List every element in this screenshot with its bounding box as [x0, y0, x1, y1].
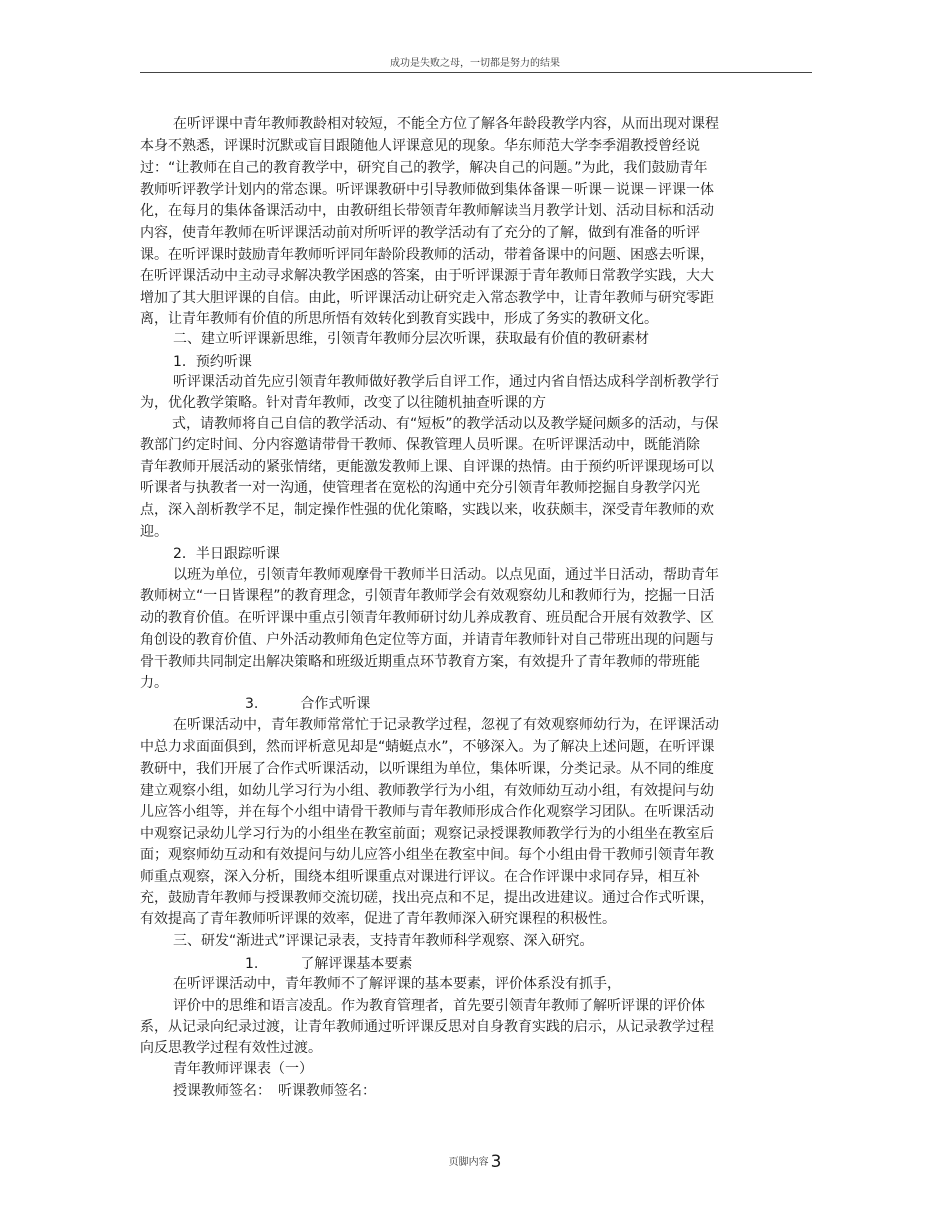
footer-label: 页脚内容: [448, 1157, 489, 1168]
body-line: 式，请教师将自己自信的教学活动、有“短板”的教学活动以及教学疑问颇多的活动，与保: [172, 416, 719, 432]
body-line: 动的教育价值。在听评课中重点引领青年教师研讨幼儿养成教育、班员配合开展有效教学、区: [140, 610, 714, 626]
subsection-heading: 3. 合作式听课: [245, 696, 371, 712]
body-line: 向反思教学过程有效性过渡。: [140, 1040, 322, 1056]
page-footer: [0, 1152, 950, 1172]
subsection-heading: 1．预约听课: [173, 354, 252, 370]
body-line: 离，让青年教师有价值的所思所悟有效转化到教育实践中，形成了务实的教研文化。: [140, 311, 658, 327]
subsection-heading: 1. 了解评课基本要素: [245, 956, 413, 972]
body-line: 面；观察师幼互动和有效提问与幼儿应答小组坐在教室中间。每个小组由骨干教师引领青年教: [140, 847, 714, 863]
body-line: 评价中的思维和语言凌乱。作为教育管理者，首先要引领青年教师了解听评课的评价体: [173, 998, 705, 1014]
body-line: 建立观察小组，如幼儿学习行为小组、教师教学行为小组，有效师幼互动小组，有效提问与幼: [140, 783, 714, 799]
section-heading: 三、研发“渐进式”评课记录表，支持青年教师科学观察、深入研究。: [173, 933, 594, 949]
body-line: 增加了其大胆评课的自信。由此，听评课活动让研究走入常态教学中，让青年教师与研究零距: [140, 290, 714, 306]
signature-line: 授课教师签名： 听课教师签名：: [173, 1083, 376, 1099]
body-line: 充，鼓励青年教师与授课教师交流切磋，找出亮点和不足，提出改进建议。通过合作式听课，: [140, 890, 714, 906]
body-line: 迎。: [140, 524, 168, 540]
body-line: 教师听评教学计划内的常态课。听评课教研中引导教师做到集体备课－听课－说课－评课一体: [140, 182, 714, 198]
body-line: 青年教师开展活动的紧张情绪，更能激发教师上课、自评课的热情。由于预约听评课现场可以: [140, 459, 714, 475]
page-header-text: 成功是失败之母，一切都是努力的结果: [390, 58, 560, 69]
body-line: 师重点观察，深入分析，围绕本组听课重点对课进行评议。在合作评课中求同存异，相互补: [140, 869, 700, 885]
body-line: 中总力求面面俱到，然而评析意见却是“蜻蜓点水”，不够深入。为了解决上述问题，在听评课: [140, 739, 715, 755]
body-line: 在听课活动中，青年教师常常忙于记录教学过程，忽视了有效观察师幼行为，在评课活动: [173, 717, 719, 733]
subsection-heading: 2．半日跟踪听课: [173, 546, 280, 562]
body-line: 角创设的教育价值、户外活动教师角色定位等方面，并请青年教师针对自己带班出现的问题与: [140, 632, 714, 648]
body-line: 中观察记录幼儿学习行为的小组坐在教室前面；观察记录授课教师教学行为的小组坐在教室后: [140, 826, 714, 842]
body-line: 教部门约定时间、分内容邀请带骨干教师、保教管理人员听课。在听评课活动中，既能消除: [140, 437, 700, 453]
body-line: 教师树立“一日皆课程”的教育理念，引领青年教师学会有效观察幼儿和教师行为，挖掘一日活: [140, 588, 715, 604]
body-line: 听评课活动首先应引领青年教师做好教学后自评工作，通过内省自悟达成科学剖析教学行: [173, 374, 719, 390]
section-heading: 二、建立听评课新思维，引领青年教师分层次听课，获取最有价值的教研素材: [173, 331, 649, 347]
body-line: 骨干教师共同制定出解决策略和班级近期重点环节教育方案，有效提升了青年教师的带班能: [140, 654, 700, 670]
body-line: 过：“让教师在自己的教育教学中，研究自己的教学，解决自己的问题。”为此，我们鼓励青年: [140, 160, 708, 176]
header-divider: [140, 72, 812, 73]
table-caption: 青年教师评课表（一）: [173, 1061, 313, 1077]
page-number: 3: [490, 1152, 502, 1172]
body-line: 系，从记录向纪录过渡，让青年教师通过听评课反思对自身教育实践的启示，从记录教学过程: [140, 1019, 714, 1035]
body-line: 点，深入剖析教学不足，制定操作性强的优化策略，实践以来，收获颇丰，深受青年教师的欢: [140, 502, 714, 518]
body-line: 听课者与执教者一对一沟通，使管理者在宽松的沟通中充分引领青年教师挖掘自身教学闪光: [140, 480, 700, 496]
body-line: 课。在听评课时鼓励青年教师听评同年龄阶段教师的活动，带着备课中的问题、困惑去听课，: [140, 247, 714, 263]
body-line: 有效提高了青年教师听评课的效率，促进了青年教师深入研究课程的积极性。: [140, 911, 616, 927]
body-line: 本身不熟悉，评课时沉默或盲目跟随他人评课意见的现象。华东师范大学李季湄教授曾经说: [140, 138, 700, 154]
body-line: 以班为单位，引领青年教师观摩骨干教师半日活动。以点见面，通过半日活动，帮助青年: [173, 567, 719, 583]
body-line: 在听评课中青年教师教龄相对较短，不能全方位了解各年龄段教学内容，从而出现对课程: [173, 116, 719, 132]
body-line: 在听评课活动中，青年教师不了解评课的基本要素，评价体系没有抓手，: [173, 976, 621, 992]
body-line: 为，优化教学策略。针对青年教师，改变了以往随机抽查听课的方: [140, 395, 546, 411]
body-line: 在听评课活动中主动寻求解决教学困惑的答案，由于听评课源于青年教师日常教学实践，大大: [140, 268, 714, 284]
body-line: 儿应答小组等，并在每个小组中请骨干教师与青年教师形成合作化观察学习团队。在听课活动: [140, 804, 714, 820]
body-line: 内容，使青年教师在听评课活动前对所听评的教学活动有了充分的了解，做到有准备的听评: [140, 225, 700, 241]
body-line: 力。: [140, 675, 168, 691]
body-line: 教研中，我们开展了合作式听课活动，以听课组为单位，集体听课，分类记录。从不同的维度: [140, 761, 714, 777]
body-line: 化，在每月的集体备课活动中，由教研组长带领青年教师解读当月教学计划、活动目标和活动: [140, 203, 714, 219]
